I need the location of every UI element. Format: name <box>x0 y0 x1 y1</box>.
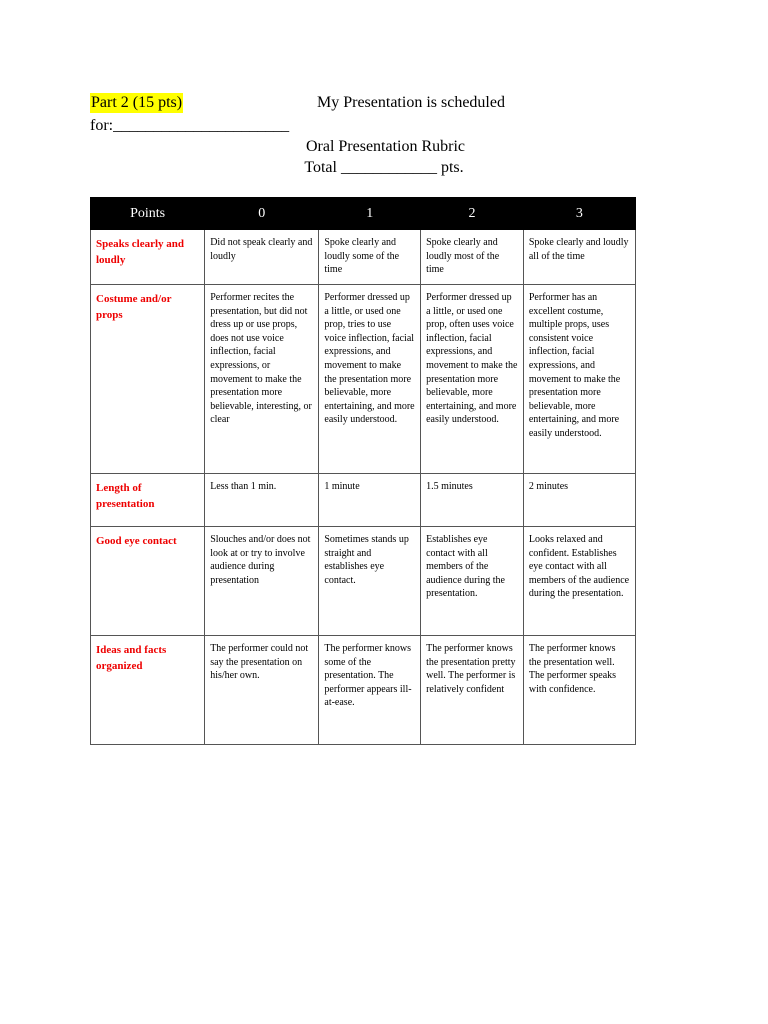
rubric-cell: Spoke clearly and loudly all of the time <box>523 230 635 285</box>
rubric-cell: Performer has an excellent costume, multiple props, uses consistent voice inflection, facial expressions, and movement to make the presentation more believable, more entertaining, and more easily understood. <box>523 285 635 474</box>
rubric-cell: Sometimes stands up straight and establishes eye contact. <box>319 527 421 636</box>
rubric-cell: Slouches and/or does not look at or try to involve audience during presentation <box>205 527 319 636</box>
criterion-label: Length of presentation <box>91 474 205 527</box>
rubric-table <box>90 197 636 745</box>
rubric-cell: Less than 1 min. <box>205 474 319 527</box>
rubric-cell: The performer could not say the presentation on his/her own. <box>205 636 319 745</box>
rubric-cell: Spoke clearly and loudly most of the time <box>421 230 524 285</box>
page-title: Oral Presentation Rubric <box>305 138 466 155</box>
schedule-label: My Presentation is scheduled <box>317 94 505 111</box>
table-row <box>91 230 636 285</box>
table-header-row <box>91 198 636 230</box>
rubric-cell: Looks relaxed and confident. Establishes eye contact with all members of the audience during the presentation. <box>523 527 635 636</box>
rubric-cell: 2 minutes <box>523 474 635 527</box>
table-row <box>91 474 636 527</box>
criterion-label: Speaks clearly and loudly <box>91 230 205 285</box>
schedule-blank: for:______________________ <box>90 117 290 134</box>
rubric-cell: Performer dressed up a little, or used one prop, tries to use voice inflection, facial expressions, and movement to make the presentation more believable, more entertaining, and more easily understood. <box>319 285 421 474</box>
header-score-3: 3 <box>523 198 635 230</box>
rubric-cell: Spoke clearly and loudly some of the time <box>319 230 421 285</box>
document-header <box>0 0 768 190</box>
rubric-cell: Performer dressed up a little, or used one prop, often uses voice inflection, facial expressions, and movement to make the presentation more believable, more entertaining, and more easily understood. <box>421 285 524 474</box>
header-score-2: 2 <box>421 198 524 230</box>
criterion-label: Good eye contact <box>91 527 205 636</box>
header-points: Points <box>91 198 205 230</box>
table-row <box>91 636 636 745</box>
rubric-cell: Did not speak clearly and loudly <box>205 230 319 285</box>
total-points-line: Total ____________ pts. <box>304 159 464 176</box>
rubric-cell: 1.5 minutes <box>421 474 524 527</box>
rubric-cell: 1 minute <box>319 474 421 527</box>
rubric-cell: The performer knows some of the presentation. The performer appears ill-at-ease. <box>319 636 421 745</box>
table-row <box>91 527 636 636</box>
rubric-cell: The performer knows the presentation pretty well. The performer is relatively confident <box>421 636 524 745</box>
criterion-label: Ideas and facts organized <box>91 636 205 745</box>
rubric-cell: Performer recites the presentation, but did not dress up or use props, does not use voice inflection, facial expressions, or movement to make the presentation more believable, interesting, or clear <box>205 285 319 474</box>
header-score-1: 1 <box>319 198 421 230</box>
table-row <box>91 285 636 474</box>
criterion-label: Costume and/or props <box>91 285 205 474</box>
part-label: Part 2 (15 pts) <box>91 94 183 111</box>
header-score-0: 0 <box>205 198 319 230</box>
rubric-cell: Establishes eye contact with all members of the audience during the presentation. <box>421 527 524 636</box>
rubric-cell: The performer knows the presentation well. The performer speaks with confidence. <box>523 636 635 745</box>
